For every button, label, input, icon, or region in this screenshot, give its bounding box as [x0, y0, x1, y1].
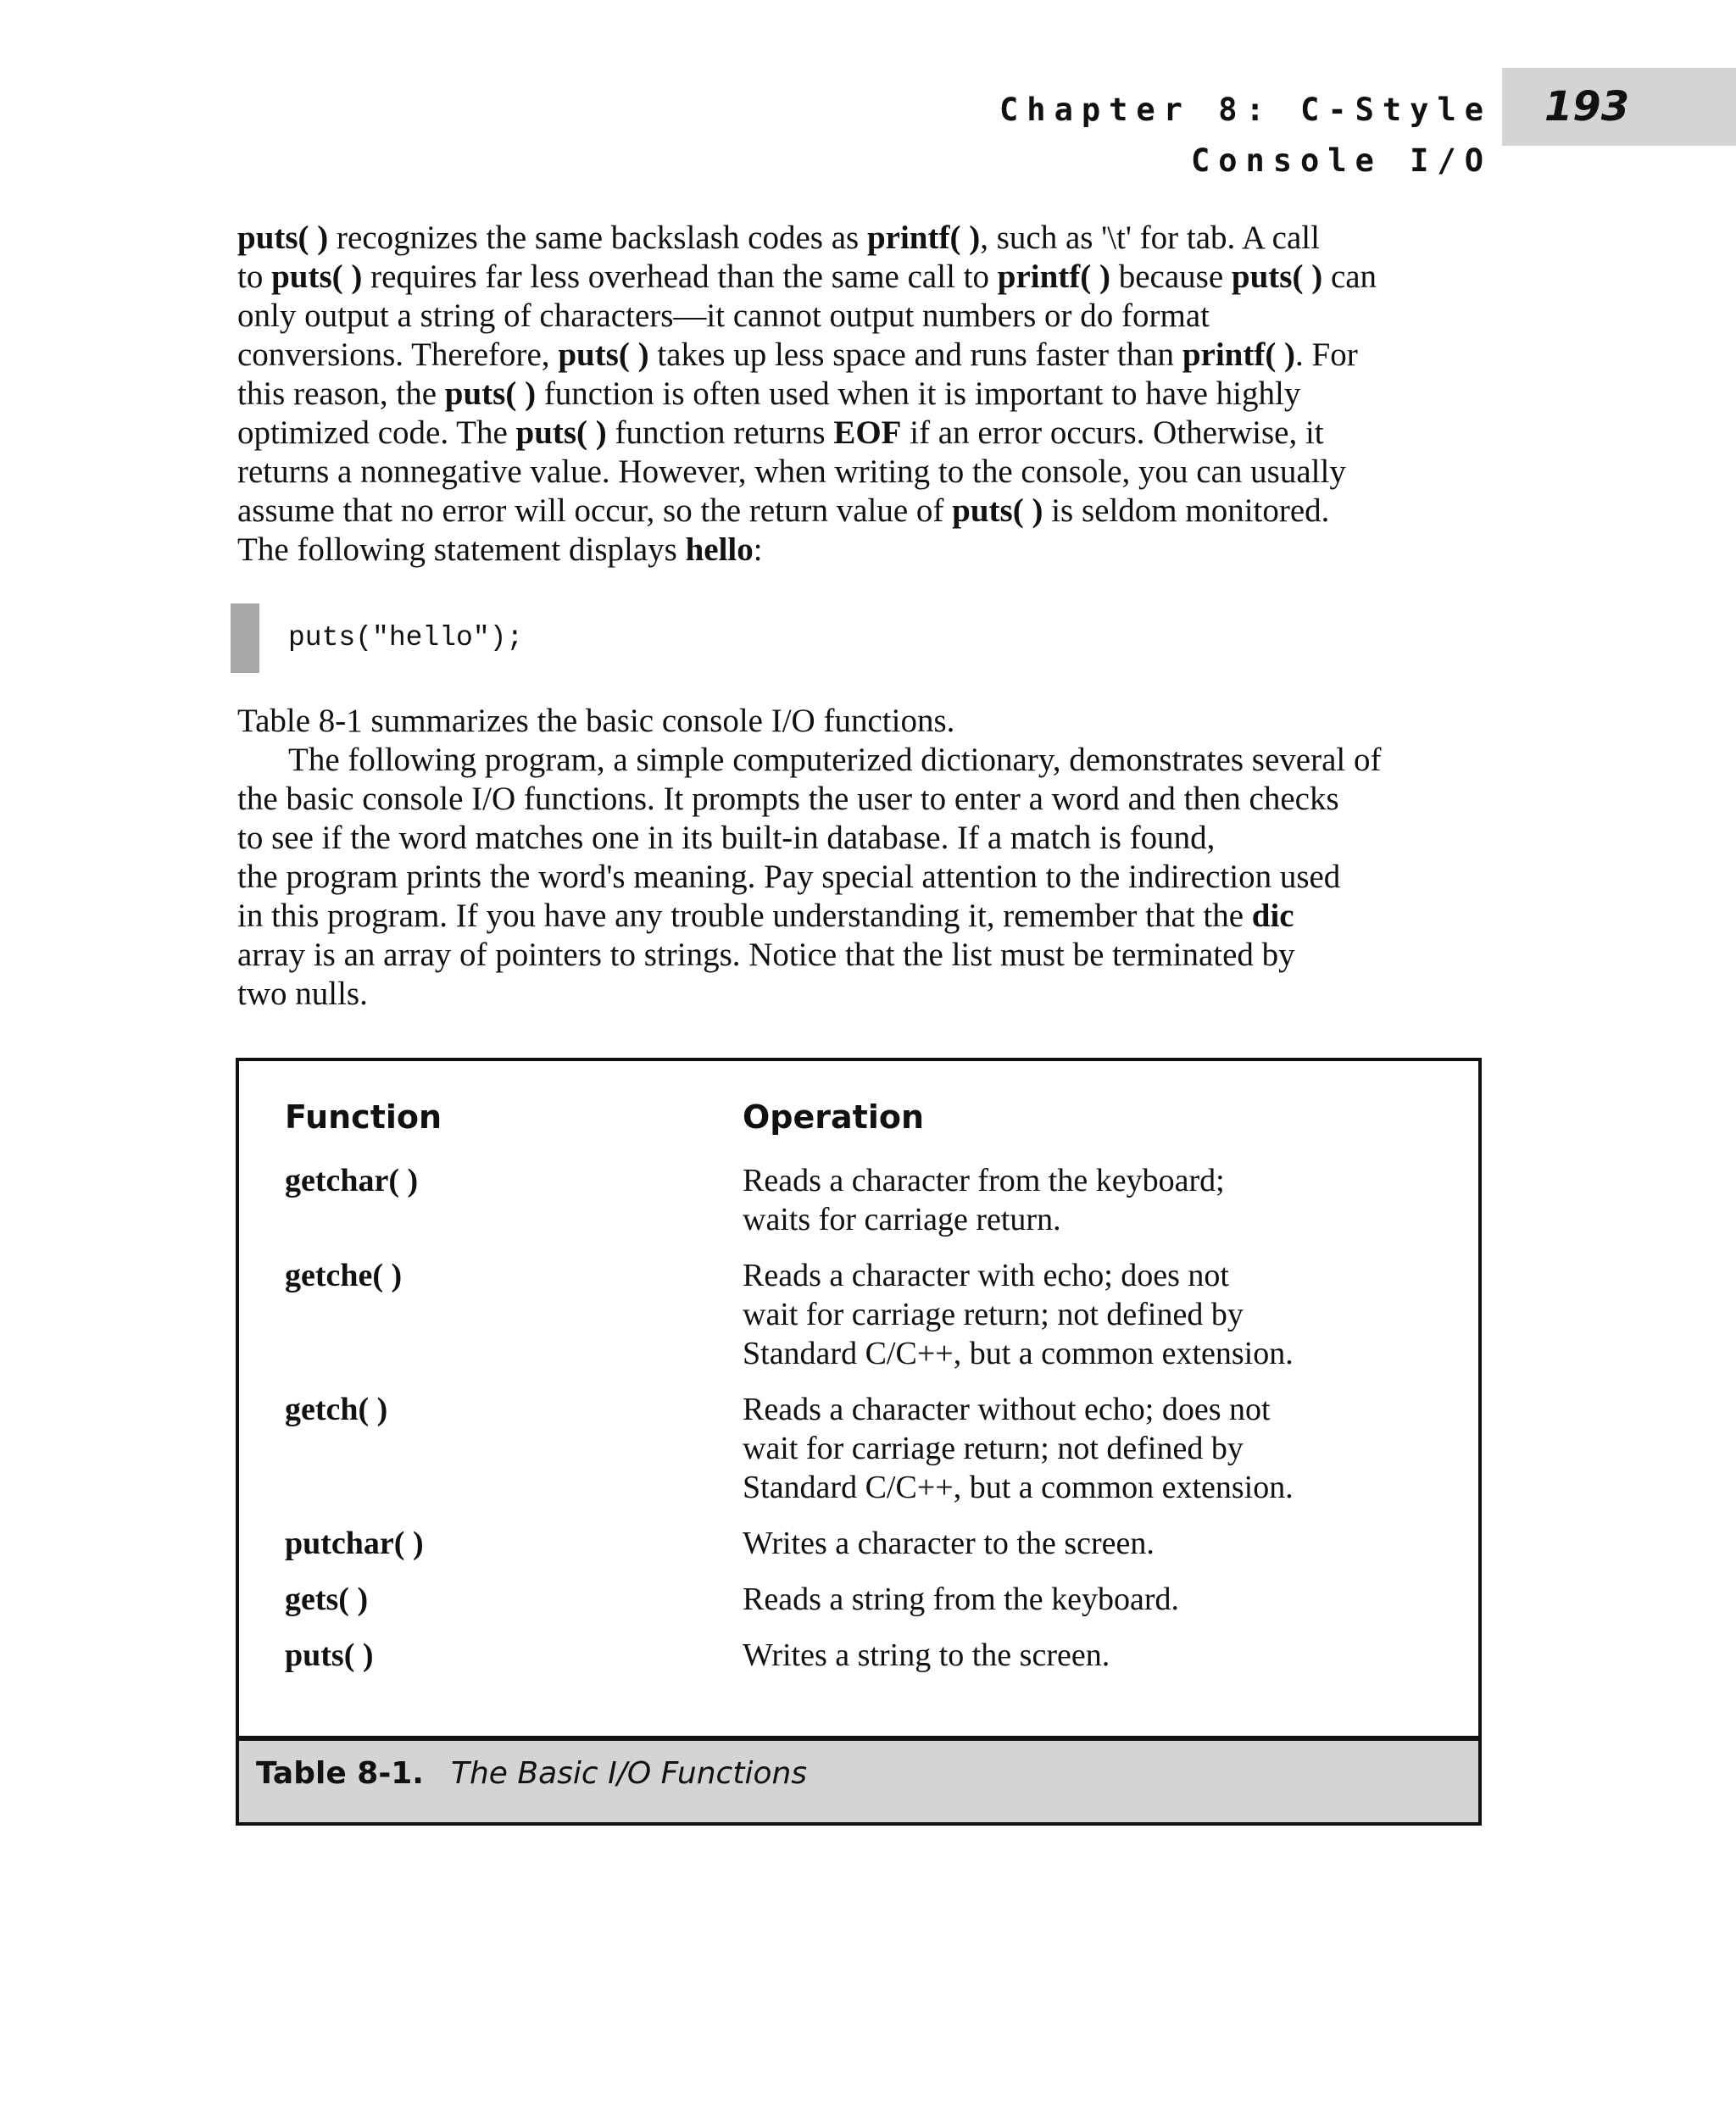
text-run: The following program, a simple computerized dictionary, demonstrates several of: [288, 742, 1382, 778]
text-run: can: [1322, 259, 1377, 295]
text-line: [237, 897, 1500, 936]
text-run: optimized code. The: [237, 414, 516, 451]
function-name: putchar( ): [285, 1526, 424, 1561]
text-line: [237, 336, 1500, 375]
text-line: [237, 219, 1500, 258]
page-number-tab: [1502, 68, 1736, 146]
text-run: recognizes the same backslash codes as: [328, 220, 867, 256]
text-run: assume that no error will occur, so the return value of: [237, 492, 953, 529]
text-line: Standard C/C++, but a common extension.: [743, 1470, 1294, 1505]
function-name: getche( ): [285, 1258, 403, 1293]
paragraph-table-reference: [237, 702, 1500, 741]
text-line: Writes a string to the screen.: [743, 1637, 1110, 1673]
text-run: , such as '\t' for tab. A call: [980, 220, 1320, 256]
code-block-marker: [231, 603, 259, 673]
text-line: Reads a character from the keyboard;: [743, 1163, 1225, 1198]
operation-description: [743, 1636, 1438, 1675]
text-run: array is an array of pointers to strings. Notice that the list must be terminated by: [237, 937, 1295, 973]
io-functions-table: [236, 1058, 1482, 1826]
bold-term: puts( ): [237, 220, 329, 256]
text-run: in this program. If you have any trouble understanding it, remember that the: [237, 898, 1252, 934]
bold-term: puts( ): [444, 375, 537, 412]
operation-description: [743, 1524, 1438, 1563]
table-caption-title: The Basic I/O Functions: [451, 1756, 808, 1791]
bold-term: puts( ): [271, 259, 363, 295]
operation-description: [743, 1161, 1438, 1239]
text-line: [237, 453, 1500, 492]
bold-term: printf( ): [997, 259, 1110, 295]
text-run: the basic console I/O functions. It prompts the user to enter a word and then checks: [237, 781, 1339, 817]
text-line: [237, 975, 1500, 1014]
bold-term: EOF: [833, 414, 902, 451]
text-run: if an error occurs. Otherwise, it: [901, 414, 1324, 451]
text-run: returns a nonnegative value. However, when writing to the console, you can usually: [237, 453, 1346, 490]
text-line: [237, 819, 1500, 858]
operation-description: [743, 1256, 1438, 1373]
text-line: [237, 936, 1500, 975]
text-run: because: [1110, 259, 1232, 295]
text-run: function returns: [606, 414, 834, 451]
text-line: [237, 858, 1500, 897]
text-line: Reads a character without echo; does not: [743, 1392, 1271, 1427]
bold-term: puts( ): [1231, 259, 1323, 295]
text-line: [237, 258, 1500, 297]
column-header-function: Function: [285, 1098, 442, 1136]
text-run: The following statement displays: [237, 531, 686, 568]
text-line: Table 8-1 summarizes the basic console I/O functions.: [237, 703, 955, 739]
text-line: [237, 297, 1500, 336]
page-number: 193: [1544, 83, 1630, 131]
text-run: is seldom monitored.: [1043, 492, 1330, 529]
bold-term: printf( ): [866, 220, 981, 256]
bold-term: puts( ): [952, 492, 1043, 529]
text-run: conversions. Therefore,: [237, 336, 559, 373]
text-run: :: [753, 531, 763, 568]
paragraph-program-intro: [237, 741, 1500, 1014]
text-run: function is often used when it is important to have highly: [536, 375, 1301, 412]
function-name: getch( ): [285, 1392, 388, 1427]
text-run: two nulls.: [237, 976, 368, 1012]
text-run: this reason, the: [237, 375, 445, 412]
bold-term: hello: [685, 531, 754, 568]
function-name: puts( ): [285, 1637, 374, 1673]
operation-description: [743, 1580, 1438, 1619]
operation-description: [743, 1390, 1438, 1507]
text-run: to see if the word matches one in its built-in database. If a match is found,: [237, 820, 1216, 856]
text-line: Writes a character to the screen.: [743, 1526, 1155, 1561]
function-name: getchar( ): [285, 1163, 419, 1198]
table-caption-label: Table 8-1.: [256, 1756, 424, 1791]
text-run: only output a string of characters—it cannot output numbers or do format: [237, 297, 1210, 334]
text-run: requires far less overhead than the same call to: [362, 259, 998, 295]
text-line: [237, 375, 1500, 414]
text-line: [237, 414, 1500, 453]
column-header-operation: Operation: [743, 1098, 925, 1136]
paragraph-puts-description: [237, 219, 1500, 570]
bold-term: puts( ): [558, 336, 649, 373]
text-line: wait for carriage return; not defined by: [743, 1297, 1244, 1332]
text-run: the program prints the word's meaning. Pay special attention to the indirection used: [237, 859, 1341, 895]
text-line: Standard C/C++, but a common extension.: [743, 1336, 1294, 1371]
text-line: [237, 780, 1500, 819]
text-line: [237, 492, 1500, 531]
bold-term: printf( ): [1182, 336, 1296, 373]
text-line: wait for carriage return; not defined by: [743, 1431, 1244, 1466]
text-line: Reads a string from the keyboard.: [743, 1582, 1179, 1617]
text-line: waits for carriage return.: [743, 1202, 1061, 1237]
bold-term: dic: [1251, 898, 1294, 934]
text-run: to: [237, 259, 272, 295]
text-line: Reads a character with echo; does not: [743, 1258, 1229, 1293]
text-line: [237, 531, 1500, 570]
text-run: . For: [1295, 336, 1358, 373]
bold-term: puts( ): [515, 414, 607, 451]
text-run: takes up less space and runs faster than: [648, 336, 1182, 373]
code-block: puts("hello");: [288, 622, 524, 653]
table-caption: [239, 1736, 1478, 1822]
function-name: gets( ): [285, 1582, 369, 1617]
running-head: Chapter 8: C-Style Console I/O: [999, 92, 1492, 179]
text-line: [237, 741, 1500, 780]
